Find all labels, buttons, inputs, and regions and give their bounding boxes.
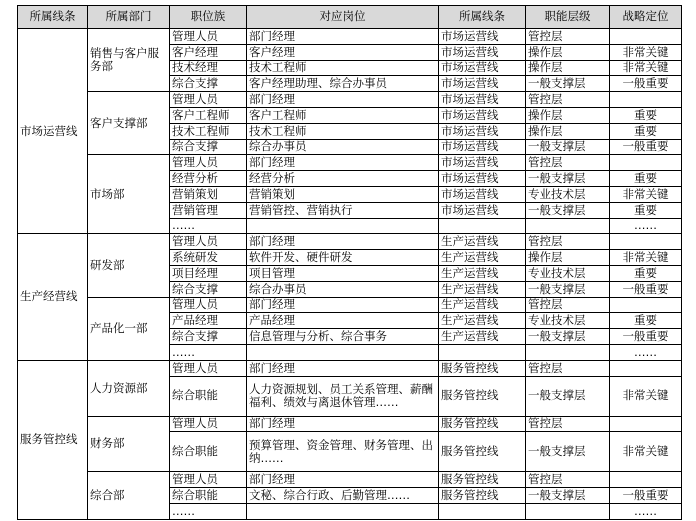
line-cell: 服务管控线 (439, 472, 526, 488)
strategic-position-cell: 重要 (610, 202, 682, 218)
job-family-cell: 综合支撑 (170, 281, 247, 297)
job-family-cell: 技术经理 (170, 60, 247, 76)
line-cell: 生产运营线 (439, 281, 526, 297)
strategic-position-cell: 非常关键 (610, 376, 682, 416)
job-classification-table-wrapper (17, 5, 681, 518)
position-cell: 文秘、综合行政、后勤管理…… (247, 488, 439, 504)
table-row (18, 155, 682, 171)
header-row (18, 6, 682, 29)
position-cell: 部门经理 (247, 234, 439, 250)
function-level-cell: 管控层 (526, 297, 610, 313)
strategic-position-cell (610, 234, 682, 250)
function-level-cell: 一般支撑层 (526, 76, 610, 92)
header-cell: 所属部门 (88, 6, 170, 29)
line-cell: 生产运营线 (439, 250, 526, 266)
position-cell: 客户工程师 (247, 107, 439, 123)
job-family-cell: 经营分析 (170, 171, 247, 187)
function-level-cell: 一般支撑层 (526, 432, 610, 472)
position-cell (247, 344, 439, 360)
line-cell: 市场运营线 (439, 155, 526, 171)
table-row (18, 92, 682, 108)
line-cell: 市场运营线 (439, 202, 526, 218)
position-cell: 经营分析 (247, 171, 439, 187)
department-cell: 销售与客户服务部 (88, 29, 170, 92)
position-cell: 预算管理、资金管理、财务管理、出纳…… (247, 432, 439, 472)
position-cell: 部门经理 (247, 472, 439, 488)
line-cell: 市场运营线 (439, 29, 526, 45)
department-cell: 产品化一部 (88, 297, 170, 360)
line-cell: 生产运营线 (439, 234, 526, 250)
function-level-cell: 管控层 (526, 155, 610, 171)
line-cell: 市场运营线 (439, 92, 526, 108)
header-cell: 战略定位 (610, 6, 682, 29)
function-level-cell: 管控层 (526, 416, 610, 432)
line-cell: 服务管控线 (439, 416, 526, 432)
strategic-position-cell (610, 29, 682, 45)
strategic-position-cell (610, 297, 682, 313)
job-family-cell: 产品经理 (170, 313, 247, 329)
position-cell (247, 503, 439, 519)
job-family-cell: 管理人员 (170, 92, 247, 108)
line-cell: 生产运营线 (439, 313, 526, 329)
table-row (18, 416, 682, 432)
function-level-cell: 专业技术层 (526, 265, 610, 281)
job-family-cell: 管理人员 (170, 472, 247, 488)
function-level-cell: 管控层 (526, 92, 610, 108)
line-cell: 市场运营线 (439, 171, 526, 187)
job-family-cell: …… (170, 503, 247, 519)
job-family-cell: 综合支撑 (170, 76, 247, 92)
function-level-cell: 一般支撑层 (526, 329, 610, 345)
function-level-cell: 一般支撑层 (526, 488, 610, 504)
position-cell: 部门经理 (247, 360, 439, 376)
line-cell: 市场运营线 (439, 76, 526, 92)
job-family-cell: 综合职能 (170, 376, 247, 416)
position-cell: 技术工程师 (247, 123, 439, 139)
strategic-position-cell (610, 472, 682, 488)
strategic-position-cell: 非常关键 (610, 186, 682, 202)
strategic-position-cell: 重要 (610, 107, 682, 123)
strategic-position-cell: 重要 (610, 171, 682, 187)
department-cell: 综合部 (88, 472, 170, 519)
strategic-position-cell: …… (610, 503, 682, 519)
strategic-position-cell: 非常关键 (610, 432, 682, 472)
strategic-position-cell: 一般重要 (610, 139, 682, 155)
job-family-cell: 技术工程师 (170, 123, 247, 139)
line-cell: 市场运营线 (439, 60, 526, 76)
strategic-position-cell: 非常关键 (610, 60, 682, 76)
line-cell: 市场运营线 (439, 44, 526, 60)
function-level-cell: 一般支撑层 (526, 139, 610, 155)
line-cell: 市场运营线 (439, 123, 526, 139)
table-row (18, 297, 682, 313)
line-cell: 市场运营线 (439, 107, 526, 123)
header-cell: 职位族 (170, 6, 247, 29)
strategic-position-cell (610, 155, 682, 171)
job-family-cell: 客户工程师 (170, 107, 247, 123)
strategic-position-cell (610, 360, 682, 376)
function-level-cell: 管控层 (526, 234, 610, 250)
position-cell: 信息管理与分析、综合事务 (247, 329, 439, 345)
job-family-cell: 管理人员 (170, 297, 247, 313)
job-family-cell: 综合职能 (170, 488, 247, 504)
function-level-cell: 一般支撑层 (526, 281, 610, 297)
job-family-cell: 营销管理 (170, 202, 247, 218)
line-group-cell: 生产经营线 (18, 234, 88, 360)
function-level-cell: 操作层 (526, 107, 610, 123)
line-group-cell: 市场运营线 (18, 29, 88, 234)
department-cell: 财务部 (88, 416, 170, 472)
strategic-position-cell: 非常关键 (610, 250, 682, 266)
department-cell: 市场部 (88, 155, 170, 234)
strategic-position-cell: 重要 (610, 313, 682, 329)
department-cell: 研发部 (88, 234, 170, 297)
table-row (18, 29, 682, 45)
department-cell: 客户支撑部 (88, 92, 170, 155)
header-cell: 所属线条 (439, 6, 526, 29)
position-cell: 营销管控、营销执行 (247, 202, 439, 218)
line-cell (439, 503, 526, 519)
job-family-cell: 管理人员 (170, 234, 247, 250)
strategic-position-cell (610, 92, 682, 108)
position-cell: 产品经理 (247, 313, 439, 329)
function-level-cell: 管控层 (526, 29, 610, 45)
position-cell: 客户经理 (247, 44, 439, 60)
function-level-cell: 专业技术层 (526, 186, 610, 202)
job-family-cell: 综合支撑 (170, 139, 247, 155)
position-cell (247, 218, 439, 234)
position-cell: 部门经理 (247, 155, 439, 171)
job-family-cell: 营销策划 (170, 186, 247, 202)
job-family-cell: …… (170, 218, 247, 234)
line-cell: 生产运营线 (439, 297, 526, 313)
function-level-cell: 操作层 (526, 44, 610, 60)
job-family-cell: 系统研发 (170, 250, 247, 266)
function-level-cell: 操作层 (526, 123, 610, 139)
table-body (18, 29, 682, 520)
line-cell (439, 218, 526, 234)
table-row (18, 472, 682, 488)
job-family-cell: 项目经理 (170, 265, 247, 281)
position-cell: 项目管理 (247, 265, 439, 281)
job-family-cell: 管理人员 (170, 29, 247, 45)
job-family-cell: 综合支撑 (170, 329, 247, 345)
line-cell: 服务管控线 (439, 376, 526, 416)
position-cell: 部门经理 (247, 297, 439, 313)
function-level-cell (526, 503, 610, 519)
strategic-position-cell: 一般重要 (610, 281, 682, 297)
position-cell: 部门经理 (247, 416, 439, 432)
function-level-cell: 一般支撑层 (526, 171, 610, 187)
position-cell: 综合办事员 (247, 281, 439, 297)
line-cell: 生产运营线 (439, 265, 526, 281)
line-cell: 服务管控线 (439, 360, 526, 376)
job-family-cell: 管理人员 (170, 416, 247, 432)
position-cell: 客户经理助理、综合办事员 (247, 76, 439, 92)
header-cell: 对应岗位 (247, 6, 439, 29)
function-level-cell: 专业技术层 (526, 313, 610, 329)
function-level-cell (526, 344, 610, 360)
header-cell: 职能层级 (526, 6, 610, 29)
line-cell (439, 344, 526, 360)
job-family-cell: 管理人员 (170, 360, 247, 376)
strategic-position-cell: 重要 (610, 123, 682, 139)
function-level-cell: 一般支撑层 (526, 202, 610, 218)
position-cell: 部门经理 (247, 92, 439, 108)
strategic-position-cell: …… (610, 344, 682, 360)
function-level-cell (526, 218, 610, 234)
department-cell: 人力资源部 (88, 360, 170, 416)
strategic-position-cell: 非常关键 (610, 44, 682, 60)
position-cell: 软件开发、硬件研发 (247, 250, 439, 266)
function-level-cell: 一般支撑层 (526, 376, 610, 416)
position-cell: 综合办事员 (247, 139, 439, 155)
function-level-cell: 操作层 (526, 60, 610, 76)
table-row (18, 360, 682, 376)
strategic-position-cell: 一般重要 (610, 76, 682, 92)
strategic-position-cell: …… (610, 218, 682, 234)
position-cell: 部门经理 (247, 29, 439, 45)
job-family-cell: 综合职能 (170, 432, 247, 472)
line-cell: 服务管控线 (439, 488, 526, 504)
line-cell: 市场运营线 (439, 139, 526, 155)
position-cell: 营销策划 (247, 186, 439, 202)
job-family-cell: 客户经理 (170, 44, 247, 60)
position-cell: 人力资源规划、员工关系管理、薪酬福利、绩效与离退休管理…… (247, 376, 439, 416)
job-family-cell: 管理人员 (170, 155, 247, 171)
strategic-position-cell (610, 416, 682, 432)
line-cell: 服务管控线 (439, 432, 526, 472)
strategic-position-cell: 一般重要 (610, 488, 682, 504)
line-cell: 市场运营线 (439, 186, 526, 202)
header-cell: 所属线条 (18, 6, 88, 29)
job-family-cell: …… (170, 344, 247, 360)
function-level-cell: 操作层 (526, 250, 610, 266)
function-level-cell: 管控层 (526, 472, 610, 488)
function-level-cell: 管控层 (526, 360, 610, 376)
position-cell: 技术工程师 (247, 60, 439, 76)
job-classification-table (17, 5, 682, 520)
table-row (18, 234, 682, 250)
strategic-position-cell: 一般重要 (610, 329, 682, 345)
strategic-position-cell: 重要 (610, 265, 682, 281)
line-cell: 生产运营线 (439, 329, 526, 345)
line-group-cell: 服务管控线 (18, 360, 88, 519)
